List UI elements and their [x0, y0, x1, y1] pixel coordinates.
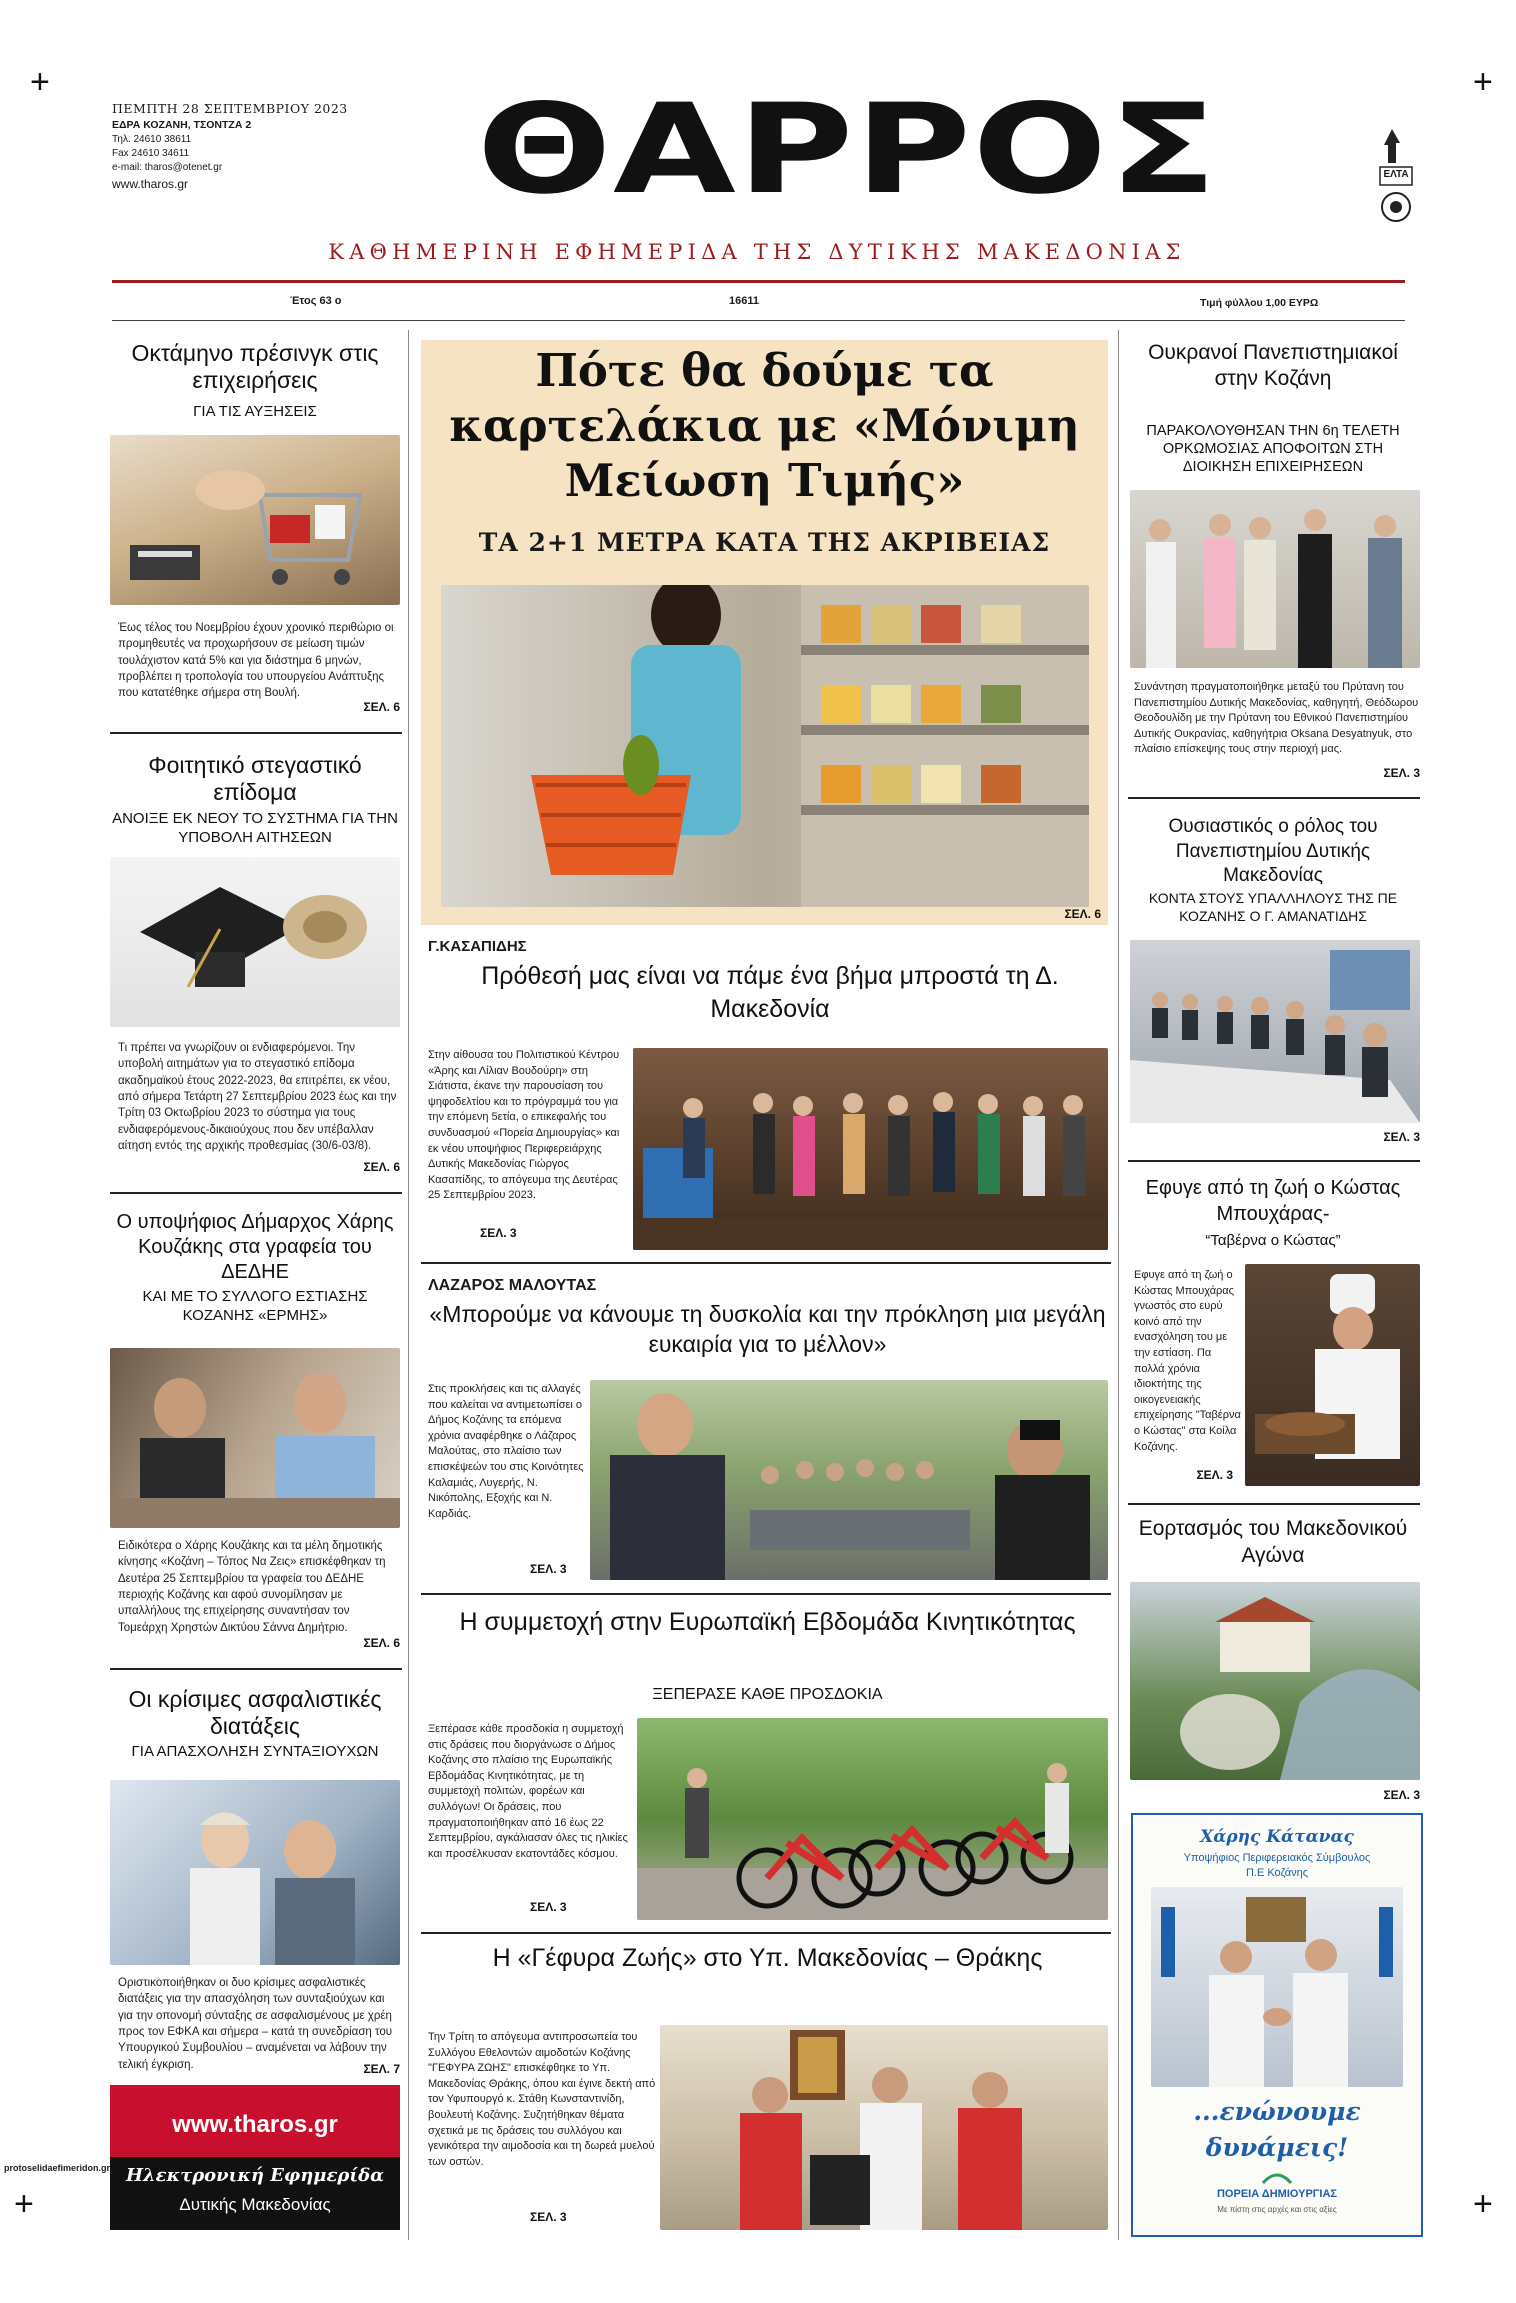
article-body: Ειδικότερα ο Χάρης Κουζάκης και τα μέλη δημοτικής κίνησης «Κοζάνη – Τόπος Να Ζεις» επισκέφθηκαν τη Δευτέρα 25 Σεπτεμβρίου τα γραφεία του ΔΕΔΗΕ περιοχής Κοζάνης και αφού συνομίλησαν με υπαλλήλους της επιχείρησης συναντήσαν τον Τομεάρχη Χρηστών Δικτύου Σάννα Δημήτριο.	[118, 1540, 386, 1634]
gefyra-zois-photo	[660, 2025, 1108, 2230]
fax: Fax 24610 34611	[112, 148, 190, 159]
divider	[421, 1932, 1111, 1934]
crop-mark: +	[30, 63, 50, 101]
office-address: ΕΔΡΑ ΚΟΖΑΝΗ, ΤΣΟΝΤΖΑ 2	[112, 119, 252, 131]
elta-label: ΕΛΤΑ	[1383, 169, 1409, 180]
source-watermark: protoselidaefimeridon.gr	[4, 2163, 111, 2173]
article-title[interactable]: «Μπορούμε να κάνουμε τη δυσκολία και την πρόκληση μια μεγάλη ευκαιρία για το μέλλον»	[429, 1301, 1106, 1357]
ad-party: ΠΟΡΕΙΑ ΔΗΜΙΟΥΡΓΙΑΣ	[1216, 2188, 1338, 2200]
article-title[interactable]: Οι κρίσιμες ασφαλιστικές διατάξεις	[128, 1686, 382, 1740]
divider	[110, 732, 402, 734]
kasapidis-event-photo	[633, 1048, 1108, 1250]
article-body: Την Τρίτη το απόγευμα αντιπροσωπεία του Συλλόγου Εθελοντών αιμοδοτών Κοζάνης "ΓΕΦΥΡΑ ΖΩΗΣ" επισκέφθηκε το Υπ. Μακεδονίας Θράκης, όπου και έγινε δεκτή από τον Υφυπουργό κ. Στάθη Κωνσταντινίδη, βουλευτή Κοζάνης. Συζητήθηκαν θέματα σχετικά με τις δράσεις του συλλόγου και γενικότερα την αιμοδοσία και τη δωρεά μυελού των οστών.	[428, 2031, 656, 2168]
bicycles-photo	[637, 1718, 1108, 1920]
article-body: Τι πρέπει να γνωρίζουν οι ενδιαφερόμενοι. Την υποβολή αιτημάτων για το στεγαστικό επίδομα ακαδημαϊκού έτους 2022-2023, θα επιτρέπει, εκ νέου, από σήμερα Τετάρτη 27 Σεπτεμβρίου 2023 έως και την Τρίτη 03 Οκτωβρίου 2023 το σύστημα για τους ενδιαφερόμενους-δικαιούχους που δεν υπέβαλλαν αίτηση εντός της αρχικής προθεσμίας (30/6-03/8).	[118, 1042, 397, 1152]
page-ref[interactable]: ΣΕΛ. 6	[363, 1636, 400, 1650]
pensioners-photo	[110, 1780, 400, 1965]
page-ref[interactable]: ΣΕΛ. 6	[363, 1160, 400, 1174]
page-ref[interactable]: ΣΕΛ. 3	[530, 1900, 567, 1914]
crop-mark: +	[14, 2185, 34, 2223]
ad-unit: Π.Ε Κοζάνης	[1245, 1867, 1309, 1879]
chef-photo	[1245, 1264, 1420, 1486]
divider	[421, 1593, 1111, 1595]
supermarket-photo	[441, 585, 1089, 907]
maloutas-visit-photo	[590, 1380, 1108, 1580]
party-logo-icon	[1261, 2171, 1293, 2185]
divider	[110, 1668, 402, 1670]
year: Έτος 63 ο	[290, 295, 342, 307]
page-ref[interactable]: ΣΕΛ. 6	[363, 700, 400, 714]
crop-mark: +	[1473, 63, 1493, 101]
article-body: Συνάντηση πραγματοποιήθηκε μεταξύ του Πρύτανη του Πανεπιστημίου Δυτικής Μακεδονίας, καθηγητή, Θεόδωρου Θεοδουλίδη με την Πρύτανη του Εθνικού Πανεπιστημίου Δυτικής Ουκρανίας, καθηγήτρια Oksana Desyatnyuk, στο πλαίσιο επίσκεψης τους στην περιοχή μας.	[1134, 681, 1419, 756]
divider	[1128, 797, 1420, 799]
page-ref[interactable]: ΣΕΛ. 3	[1196, 1468, 1233, 1482]
ad-role: Υποψήφιος Περιφερειακός Σύμβουλος	[1183, 1852, 1371, 1864]
ad-slogan-line1: ...ενώνουμε	[1193, 2097, 1361, 2126]
katanas-ad[interactable]	[1131, 1813, 1423, 2237]
article-kicker: Γ.ΚΑΣΑΠΙΔΗΣ	[428, 938, 527, 955]
university-meeting-photo	[1130, 940, 1420, 1123]
article-body: Οριστικοποιήθηκαν οι δυο κρίσιμες ασφαλιστικές διατάξεις για την απασχόληση των συνταξιούχων και για την οπονομή σύνταξης σε ασφαλισμένους με χρέη προς τον ΕΦΚΑ και σήμερα – κατά τη συνεδρίαση του Υπουργικού Συμβουλίου – αναμένεται να λάβουν την τελική έγκριση.	[118, 1977, 393, 2071]
shopping-cart-photo	[110, 435, 400, 605]
article-subtitle: ΑΝΟΙΞΕ ΕΚ ΝΕΟΥ ΤΟ ΣΥΣΤΗΜΑ ΓΙΑ ΤΗΝ ΥΠΟΒΟΛΗ ΑΙΤΗΣΕΩΝ	[112, 810, 398, 846]
column-separator	[1118, 330, 1119, 2240]
article-body: Στην αίθουσα του Πολιτιστικού Κέντρου «Άρης και Λίλιαν Βουδούρη» στη Σιάτιστα, έκανε την παρουσίαση του ψηφοδελτίου και το πρόγραμμά του για την επόμενη 5ετία, ο επικεφαλής του συνδυασμού «Πορεία Δημιουργίας» και εκ νέου υποψήφιος Περιφερειάρχης Δυτικής Μακεδονίας Γιώργος Κασαπίδης, το απόγευμα της Δευτέρας 25 Σεπτεμβρίου 2023.	[428, 1049, 620, 1202]
article-title[interactable]: Η «Γέφυρα Ζωής» στο Υπ. Μακεδονίας – Θράκης	[492, 1944, 1043, 1972]
ad-handshake-photo	[1151, 1887, 1403, 2087]
article-title[interactable]: Φοιτητικό στεγαστικό επίδομα	[148, 752, 362, 806]
website: www.tharos.gr	[112, 177, 189, 191]
article-body: Στις προκλήσεις και τις αλλαγές που καλείται να αντιμετωπίσει ο Δήμος Κοζάνης τα επόμενα χρόνια αναφέρθηκε ο Λάζαρος Μαλούτας, στο πλαίσιο των επισκέψεών του στις Κοινότητες Καλαμιάς, Λυγερής, Ν. Νικόπολης, Εξοχής και Ν. Καρδιάς.	[428, 1383, 584, 1520]
ad-name: Χάρης Κάτανας	[1200, 1827, 1354, 1847]
article-body: Έως τέλος του Νοεμβρίου έχουν χρονικό περιθώριο οι προμηθευτές να προχωρήσουν σε μείωση τιμών τουλάχιστον κατά 5% και για διάστημα 6 μηνών, προβλέπει η τροπολογία του υπουργείου Ανάπτυξης που κατατέθηκε σήμερα στη Βουλή.	[118, 622, 394, 700]
header-rule-bottom	[112, 320, 1405, 321]
promo-line2: Δυτικής Μακεδονίας	[179, 2195, 331, 2214]
article-title[interactable]: Η συμμετοχή στην Ευρωπαϊκή Εβδομάδα Κινητικότητας	[459, 1608, 1076, 1636]
phone: Τηλ. 24610 38611	[112, 134, 192, 145]
article-title[interactable]: Οκτάμηνο πρέσινγκ στις επιχειρήσεις	[131, 340, 379, 394]
article-subtitle: ΓΙΑ ΤΙΣ ΑΥΞΗΣΕΙΣ	[193, 403, 317, 420]
page-ref[interactable]: ΣΕΛ. 3	[530, 2210, 567, 2224]
page-ref[interactable]: ΣΕΛ. 3	[1383, 1788, 1420, 1802]
article-title[interactable]: Εορτασμός του Μακεδονικού Αγώνα	[1138, 1517, 1408, 1568]
kouzakis-meeting-photo	[110, 1348, 400, 1528]
ukrainian-academics-photo	[1130, 490, 1420, 668]
page-ref[interactable]: ΣΕΛ. 3	[1383, 766, 1420, 780]
header-rule	[112, 280, 1405, 283]
tagline: ΚΑΘΗΜΕΡΙΝΗ ΕΦΗΜΕΡΙΔΑ ΤΗΣ ΔΥΤΙΚΗΣ ΜΑΚΕΔΟΝΙΑΣ	[328, 240, 1186, 264]
macedonian-struggle-photo	[1130, 1582, 1420, 1780]
article-title[interactable]: Ουκρανοί Πανεπιστημιακοί στην Κοζάνη	[1148, 341, 1398, 391]
article-title[interactable]: Πρόθεσή μας είναι να πάμε ένα βήμα μπροστά τη Δ. Μακεδονία	[481, 962, 1059, 1023]
lead-story-box[interactable]	[421, 340, 1108, 925]
article-subtitle: “Ταβέρνα ο Κώστας”	[1205, 1232, 1341, 1249]
issue-number: 16611	[729, 295, 759, 307]
promo-url[interactable]: www.tharos.gr	[172, 2111, 338, 2138]
divider	[1128, 1160, 1420, 1162]
article-subtitle: ΞΕΠΕΡΑΣΕ ΚΑΘΕ ΠΡΟΣΔΟΚΙΑ	[652, 1686, 883, 1703]
article-subtitle: ΚΑΙ ΜΕ ΤΟ ΣΥΛΛΟΓΟ ΕΣΤΙΑΣΗΣ ΚΟΖΑΝΗΣ «ΕΡΜΗΣ»	[142, 1288, 368, 1324]
column-separator	[408, 330, 409, 2240]
issue-date: ΠΕΜΠΤΗ 28 ΣΕΠΤΕΜΒΡΙΟΥ 2023	[112, 101, 348, 116]
article-body: Ξεπέρασε κάθε προσδοκία η συμμετοχή στις δράσεις που διοργάνωσε ο Δήμος Κοζάνης στο πλαίσιο της Ευρωπαϊκής Εβδομάδας Κινητικότητας, με τη συμμετοχή πολιτών, φορέων και συλλόγων! Οι δράσεις, που πραγματοποιήθηκαν από 16 έως 22 Σεπτεμβρίου, αγκάλιασαν όλες τις ηλικίες και προσέλκυσαν εκατοντάδες κόσμου.	[428, 1723, 628, 1860]
article-title[interactable]: Εφυγε από τη ζωή ο Κώστας Μπουχάρας-	[1145, 1177, 1401, 1226]
price: Τιμή φύλλου 1,00 ΕΥΡΩ	[1200, 297, 1319, 309]
lead-headline[interactable]: Πότε θα δούμε τα καρτελάκια με «Μόνιμη Μείωση Τιμής»	[449, 344, 1080, 507]
elta-stamp	[1370, 123, 1422, 227]
page-ref[interactable]: ΣΕΛ. 7	[363, 2062, 400, 2076]
article-subtitle: ΓΙΑ ΑΠΑΣΧΟΛΗΣΗ ΣΥΝΤΑΞΙΟΥΧΩΝ	[131, 1743, 379, 1760]
page-ref[interactable]: ΣΕΛ. 3	[480, 1226, 517, 1240]
page-ref[interactable]: ΣΕΛ. 6	[1064, 907, 1101, 921]
divider	[1128, 1503, 1420, 1505]
masthead-logo: ΘΑΡΡΟΣ	[476, 78, 1219, 222]
article-title[interactable]: Ο υποψήφιος Δήμαρχος Χάρης Κουζάκης στα γραφεία του ΔΕΔΗΕ	[116, 1211, 394, 1283]
divider	[421, 1262, 1111, 1264]
article-kicker: ΛΑΖΑΡΟΣ ΜΑΛΟΥΤΑΣ	[428, 1277, 597, 1294]
divider	[110, 1192, 402, 1194]
crop-mark: +	[1473, 2185, 1493, 2223]
page-ref[interactable]: ΣΕΛ. 3	[530, 1562, 567, 1576]
graduation-cap-photo	[110, 857, 400, 1027]
ad-slogan-line2: δυνάμεις!	[1205, 2133, 1349, 2162]
lead-subhead: ΤΑ 2+1 ΜΕΤΡΑ ΚΑΤΑ ΤΗΣ ΑΚΡΙΒΕΙΑΣ	[478, 528, 1051, 557]
ad-motto: Με πίστη στις αρχές και στις αξίες	[1217, 2205, 1337, 2214]
promo-line1: Ηλεκτρονική Εφημερίδα	[126, 2165, 384, 2186]
page-ref[interactable]: ΣΕΛ. 3	[1383, 1130, 1420, 1144]
article-title[interactable]: Ουσιαστικός ο ρόλος του Πανεπιστημίου Δυτικής Μακεδονίας	[1168, 816, 1378, 887]
website-promo[interactable]	[110, 2085, 400, 2230]
article-subtitle: ΠΑΡΑΚΟΛΟΥΘΗΣΑΝ ΤΗΝ 6η ΤΕΛΕΤΗ ΟΡΚΩΜΟΣΙΑΣ ΑΠΟΦΟΙΤΩΝ ΣΤΗ ΔΙΟΙΚΗΣΗ ΕΠΙΧΕΙΡΗΣΕΩΝ	[1146, 423, 1400, 476]
article-subtitle: ΚΟΝΤΑ ΣΤΟΥΣ ΥΠΑΛΛΗΛΟΥΣ ΤΗΣ ΠΕ ΚΟΖΑΝΗΣ Ο Γ. ΑΜΑΝΑΤΙΔΗΣ	[1148, 890, 1398, 924]
article-body: Εφυγε από τη ζωή ο Κώστας Μπουχάρας γνωστός στο ευρύ κοινό από την ενασχόληση του με την εστίαση. Πα πολλά χρόνια ιδιοκτήτης της οικογενειακής επιχείρησης "Ταβέρνα ο Κώστας" στα Κοίλα Κοζάνης.	[1134, 1269, 1241, 1453]
email: e-mail: tharos@otenet.gr	[112, 162, 223, 173]
